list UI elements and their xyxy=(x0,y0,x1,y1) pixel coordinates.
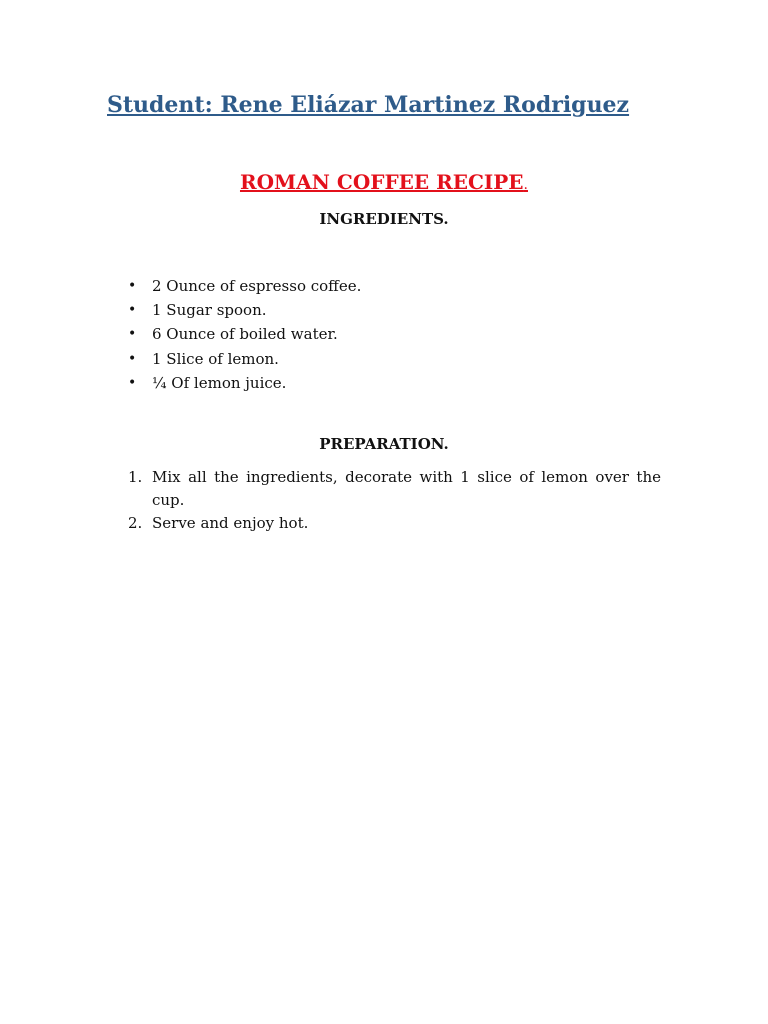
step-number: 2. xyxy=(128,514,143,532)
recipe-title-period: . xyxy=(523,177,528,193)
preparation-step xyxy=(128,466,661,512)
ingredient-list xyxy=(128,274,361,395)
student-heading: Student: Rene Eliázar Martinez Rodriguez xyxy=(107,92,630,118)
preparation-step xyxy=(128,512,661,535)
ingredient-item xyxy=(128,298,361,322)
preparation-heading: PREPARATION. xyxy=(319,435,449,453)
bullet-icon: • xyxy=(128,374,137,391)
bullet-icon: • xyxy=(128,302,137,319)
ingredients-heading: INGREDIENTS. xyxy=(319,210,449,228)
ingredient-item xyxy=(128,322,361,346)
bullet-icon: • xyxy=(128,350,137,367)
ingredient-item xyxy=(128,371,361,395)
step-text: Mix all the ingredients, decorate with 1 slice of lemon over the cup. xyxy=(152,468,661,509)
recipe-title xyxy=(0,170,768,194)
ingredient-text: 2 Ounce of espresso coffee. xyxy=(152,277,362,295)
ingredient-text: ¼ Of lemon juice. xyxy=(152,373,287,392)
step-number: 1. xyxy=(128,468,143,486)
bullet-icon: • xyxy=(128,278,137,294)
step-text: Serve and enjoy hot. xyxy=(152,514,309,532)
recipe-title-text: ROMAN COFFEE RECIPE xyxy=(239,170,524,194)
ingredient-text: 1 Sugar spoon. xyxy=(152,301,267,320)
ingredient-text: 1 Slice of lemon. xyxy=(152,349,279,368)
bullet-icon: • xyxy=(128,326,137,343)
ingredient-text: 6 Ounce of boiled water. xyxy=(152,325,338,344)
ingredient-item xyxy=(128,274,361,298)
preparation-steps xyxy=(128,466,661,535)
ingredient-item xyxy=(128,347,361,371)
